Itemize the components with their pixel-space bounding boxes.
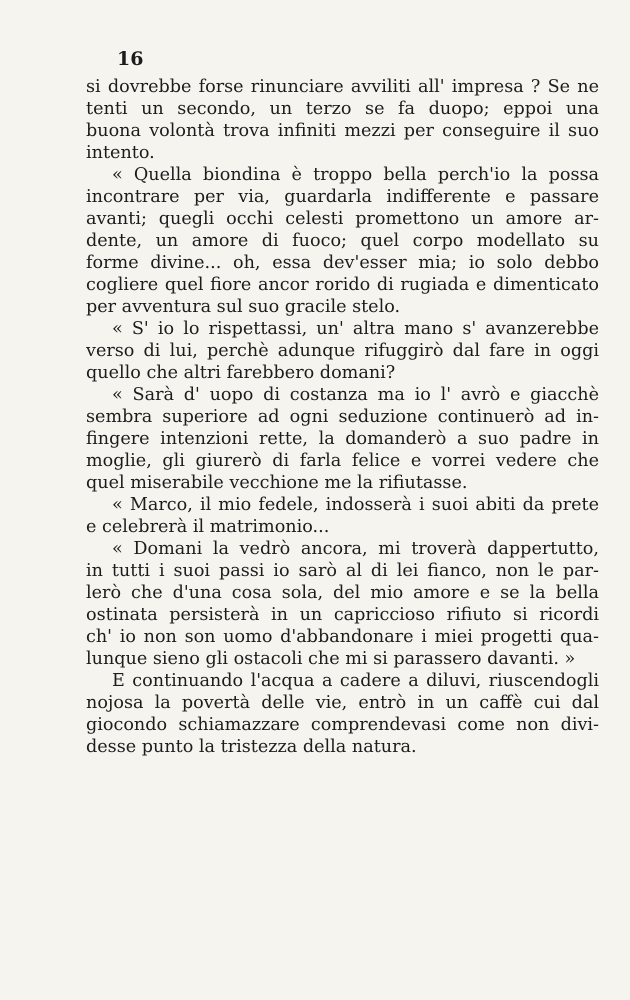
text-line: « Marco, il mio fedele, indosserà i suoi abiti da prete xyxy=(112,495,599,515)
text-line: « S' io lo rispettassi, un' altra mano s' avanzerebbe xyxy=(112,319,599,339)
text-line: cogliere quel fiore ancor rorido di rugiada e dimenticato xyxy=(86,275,599,295)
text-line: buona volontà trova infiniti mezzi per conseguire il suo xyxy=(86,121,599,141)
text-line: E continuando l'acqua a cadere a diluvi, riuscendogli xyxy=(112,671,599,691)
text-line: dente, un amore di fuoco; quel corpo modellato su xyxy=(86,231,599,251)
text-line: sembra superiore ad ogni seduzione continuerò ad in- xyxy=(86,407,599,427)
text-line: ostinata persisterà in un capriccioso rifiuto si ricordi xyxy=(86,605,599,625)
text-line: si dovrebbe forse rinunciare avviliti all' impresa ? Se ne xyxy=(86,77,599,97)
text-line: avanti; quegli occhi celesti promettono un amore ar- xyxy=(86,209,599,229)
text-line: verso di lui, perchè adunque rifuggirò dal fare in oggi xyxy=(86,341,599,361)
page-number: 16 xyxy=(117,48,144,70)
body-text xyxy=(86,76,599,758)
text-line: tenti un secondo, un terzo se fa duopo; eppoi una xyxy=(86,99,599,119)
text-line: desse punto la tristezza della natura. xyxy=(86,737,417,757)
text-line: in tutti i suoi passi io sarò al di lei fianco, non le par- xyxy=(86,561,599,581)
text-line: moglie, gli giurerò di farla felice e vorrei vedere che xyxy=(86,451,599,471)
text-line: incontrare per via, guardarla indifferente e passare xyxy=(86,187,599,207)
text-line: fingere intenzioni rette, la domanderò a suo padre in xyxy=(86,429,599,449)
text-line: ch' io non son uomo d'abbandonare i miei progetti qua- xyxy=(86,627,599,647)
text-line: « Sarà d' uopo di costanza ma io l' avrò e giacchè xyxy=(112,385,599,405)
text-line: giocondo schiamazzare comprendevasi come non divi- xyxy=(86,715,599,735)
text-line: nojosa la povertà delle vie, entrò in un caffè cui dal xyxy=(86,693,599,713)
text-line: intento. xyxy=(86,143,155,163)
text-line: « Quella biondina è troppo bella perch'io la possa xyxy=(112,165,599,185)
text-line: quello che altri farebbero domani? xyxy=(86,363,396,383)
text-line: lunque sieno gli ostacoli che mi si parassero davanti. » xyxy=(86,649,576,669)
text-line: e celebrerà il matrimonio... xyxy=(86,517,330,537)
text-line: lerò che d'una cosa sola, del mio amore e se la bella xyxy=(86,583,599,603)
text-line: quel miserabile vecchione me la rifiutasse. xyxy=(86,473,468,493)
text-line: « Domani la vedrò ancora, mi troverà dappertutto, xyxy=(112,539,599,559)
text-line: per avventura sul suo gracile stelo. xyxy=(86,297,401,317)
text-line: forme divine... oh, essa dev'esser mia; io solo debbo xyxy=(86,253,599,273)
